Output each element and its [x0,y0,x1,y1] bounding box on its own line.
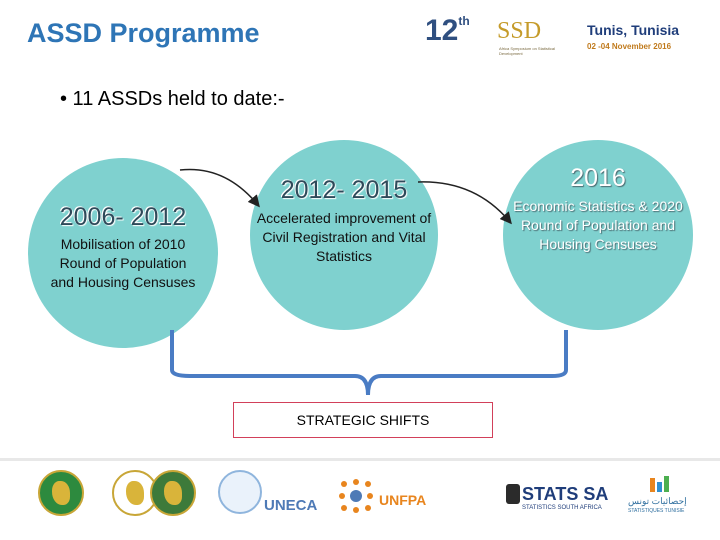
dates-text: 02 -04 November 2016 [587,42,672,51]
strategic-shifts-box: STRATEGIC SHIFTS [233,402,493,438]
uneca-logo-text: UNECA [264,497,318,514]
logo-ssd-text: SSD [497,18,542,44]
statistiques-tunisie-arabic: إحصائيات تونس [628,496,687,506]
auc-emblem-logo [150,470,196,516]
au-emblem-logo [38,470,84,516]
period-description: Mobilisation of 2010 Round of Population and Housing Censuses [50,236,196,290]
period-years: 2016 [570,164,626,192]
period-years: 2006- 2012 [59,203,187,231]
logo-edition: 12th [425,14,470,47]
un-emblem-logo [218,470,262,514]
stats-sa-subtitle: STATISTICS SOUTH AFRICA [522,505,602,511]
unfpa-dots-icon [336,476,376,516]
arrow-2-to-3 [418,182,510,222]
page-title: ASSD Programme [27,18,260,48]
strategic-bracket [172,330,566,395]
stats-sa-logo-text: STATS SA [522,484,609,504]
period-years: 2012- 2015 [280,176,408,204]
assd-count-bullet: • 11 ASSDs held to date:- [60,88,285,110]
period-description: Accelerated improvement of Civil Registration and Vital Statistics [256,210,432,264]
period-description: Economic Statistics & 2020 Round of Population and Housing Censuses [513,198,683,252]
statistiques-tunisie-text: STATISTIQUES TUNISIE [628,508,685,514]
footer-divider [0,458,720,461]
stats-sa-icon [506,484,520,504]
logo-tagline: Africa Symposium on Statistical Development [499,46,556,56]
venue-text: Tunis, Tunisia [587,22,680,38]
unfpa-logo-text: UNFPA [379,492,427,508]
arrow-1-to-2 [180,169,258,205]
